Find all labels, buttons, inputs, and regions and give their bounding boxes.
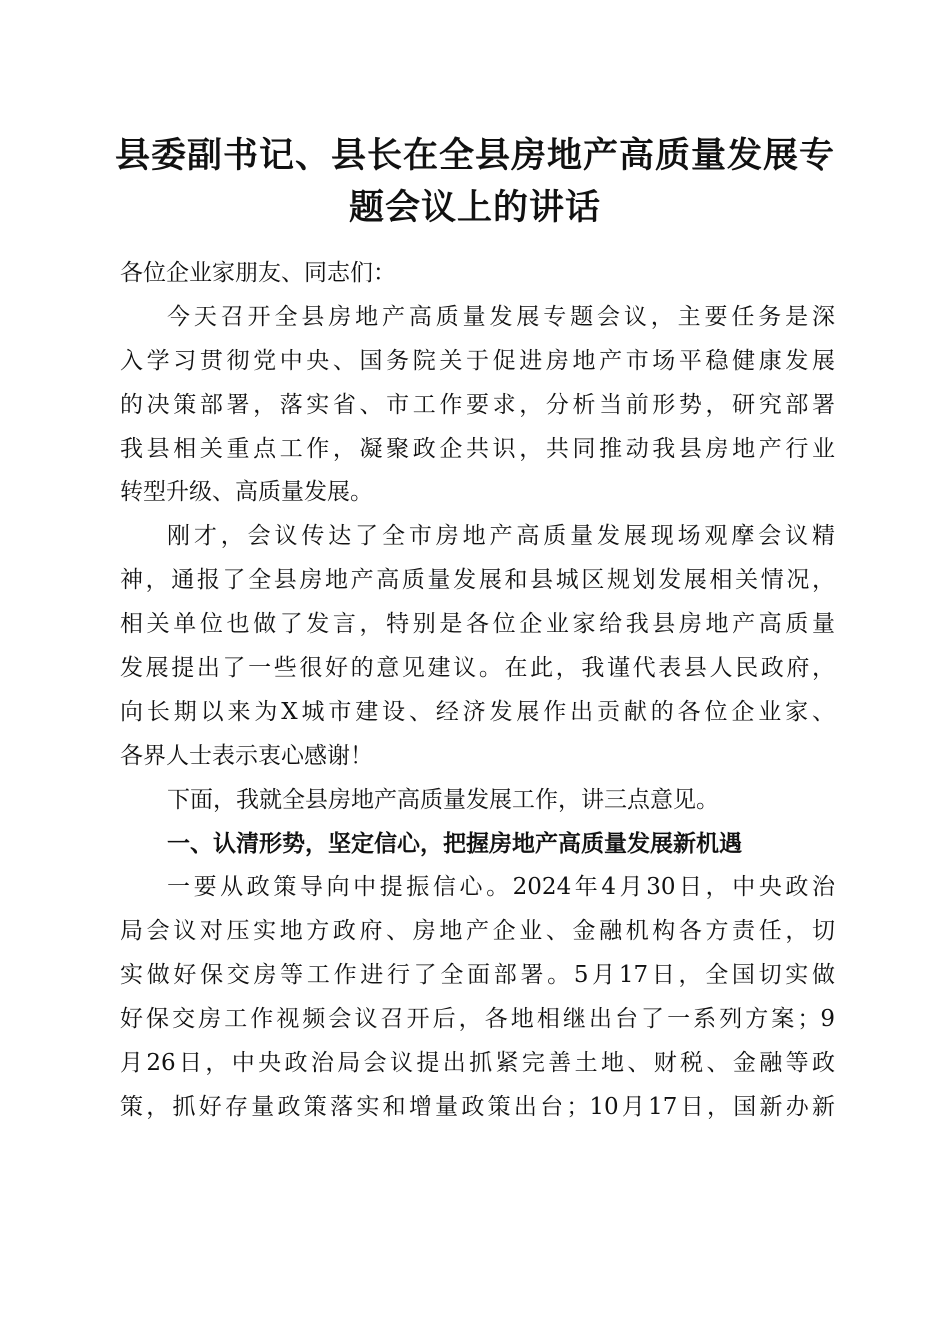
text-line: 好保交房工作视频会议召开后，各地相继出台了一系列方案；9 bbox=[120, 1006, 835, 1033]
text-line: 实做好保交房等工作进行了全面部署。5月17日，全国切实做 bbox=[120, 962, 835, 989]
text-line: 转型升级、高质量发展。 bbox=[120, 479, 373, 506]
text-line: 神，通报了全县房地产高质量发展和县城区规划发展相关情况， bbox=[120, 567, 835, 594]
document-body bbox=[120, 252, 835, 1130]
text-line: 策，抓好存量政策落实和增量政策出台；10月17日，国新办新 bbox=[120, 1093, 835, 1120]
text-line: 月26日，中央政治局会议提出抓紧完善土地、财税、金融等政 bbox=[120, 1050, 835, 1077]
text-line: 各界人士表示衷心感谢！ bbox=[120, 742, 373, 769]
text-line: 的决策部署，落实省、市工作要求，分析当前形势，研究部署 bbox=[120, 391, 835, 418]
text-line: 局会议对压实地方政府、房地产企业、金融机构各方责任，切 bbox=[120, 918, 835, 945]
text-line: 发展提出了一些很好的意见建议。在此，我谨代表县人民政府， bbox=[120, 655, 835, 682]
title-line-2: 题会议上的讲话 bbox=[348, 188, 601, 228]
text-line: 一要从政策导向中提振信心。2024年4月30日，中央政治 bbox=[167, 874, 835, 901]
salutation: 各位企业家朋友、同志们： bbox=[120, 260, 396, 286]
title-line-1: 县委副书记、县长在全县房地产高质量发展专 bbox=[114, 136, 835, 176]
section-heading: 一、认清形势，坚定信心，把握房地产高质量发展新机遇 bbox=[167, 830, 742, 857]
text-line: 向长期以来为X城市建设、经济发展作出贡献的各位企业家、 bbox=[120, 698, 835, 725]
document-title bbox=[110, 130, 840, 234]
text-line: 刚才，会议传达了全市房地产高质量发展现场观摩会议精 bbox=[167, 523, 835, 550]
text-line: 入学习贯彻党中央、国务院关于促进房地产市场平稳健康发展 bbox=[120, 347, 835, 374]
text-line: 下面，我就全县房地产高质量发展工作，讲三点意见。 bbox=[167, 786, 719, 813]
text-line: 相关单位也做了发言，特别是各位企业家给我县房地产高质量 bbox=[120, 611, 835, 638]
text-line: 我县相关重点工作，凝聚政企共识，共同推动我县房地产行业 bbox=[120, 435, 835, 462]
text-line: 今天召开全县房地产高质量发展专题会议，主要任务是深 bbox=[167, 303, 835, 330]
